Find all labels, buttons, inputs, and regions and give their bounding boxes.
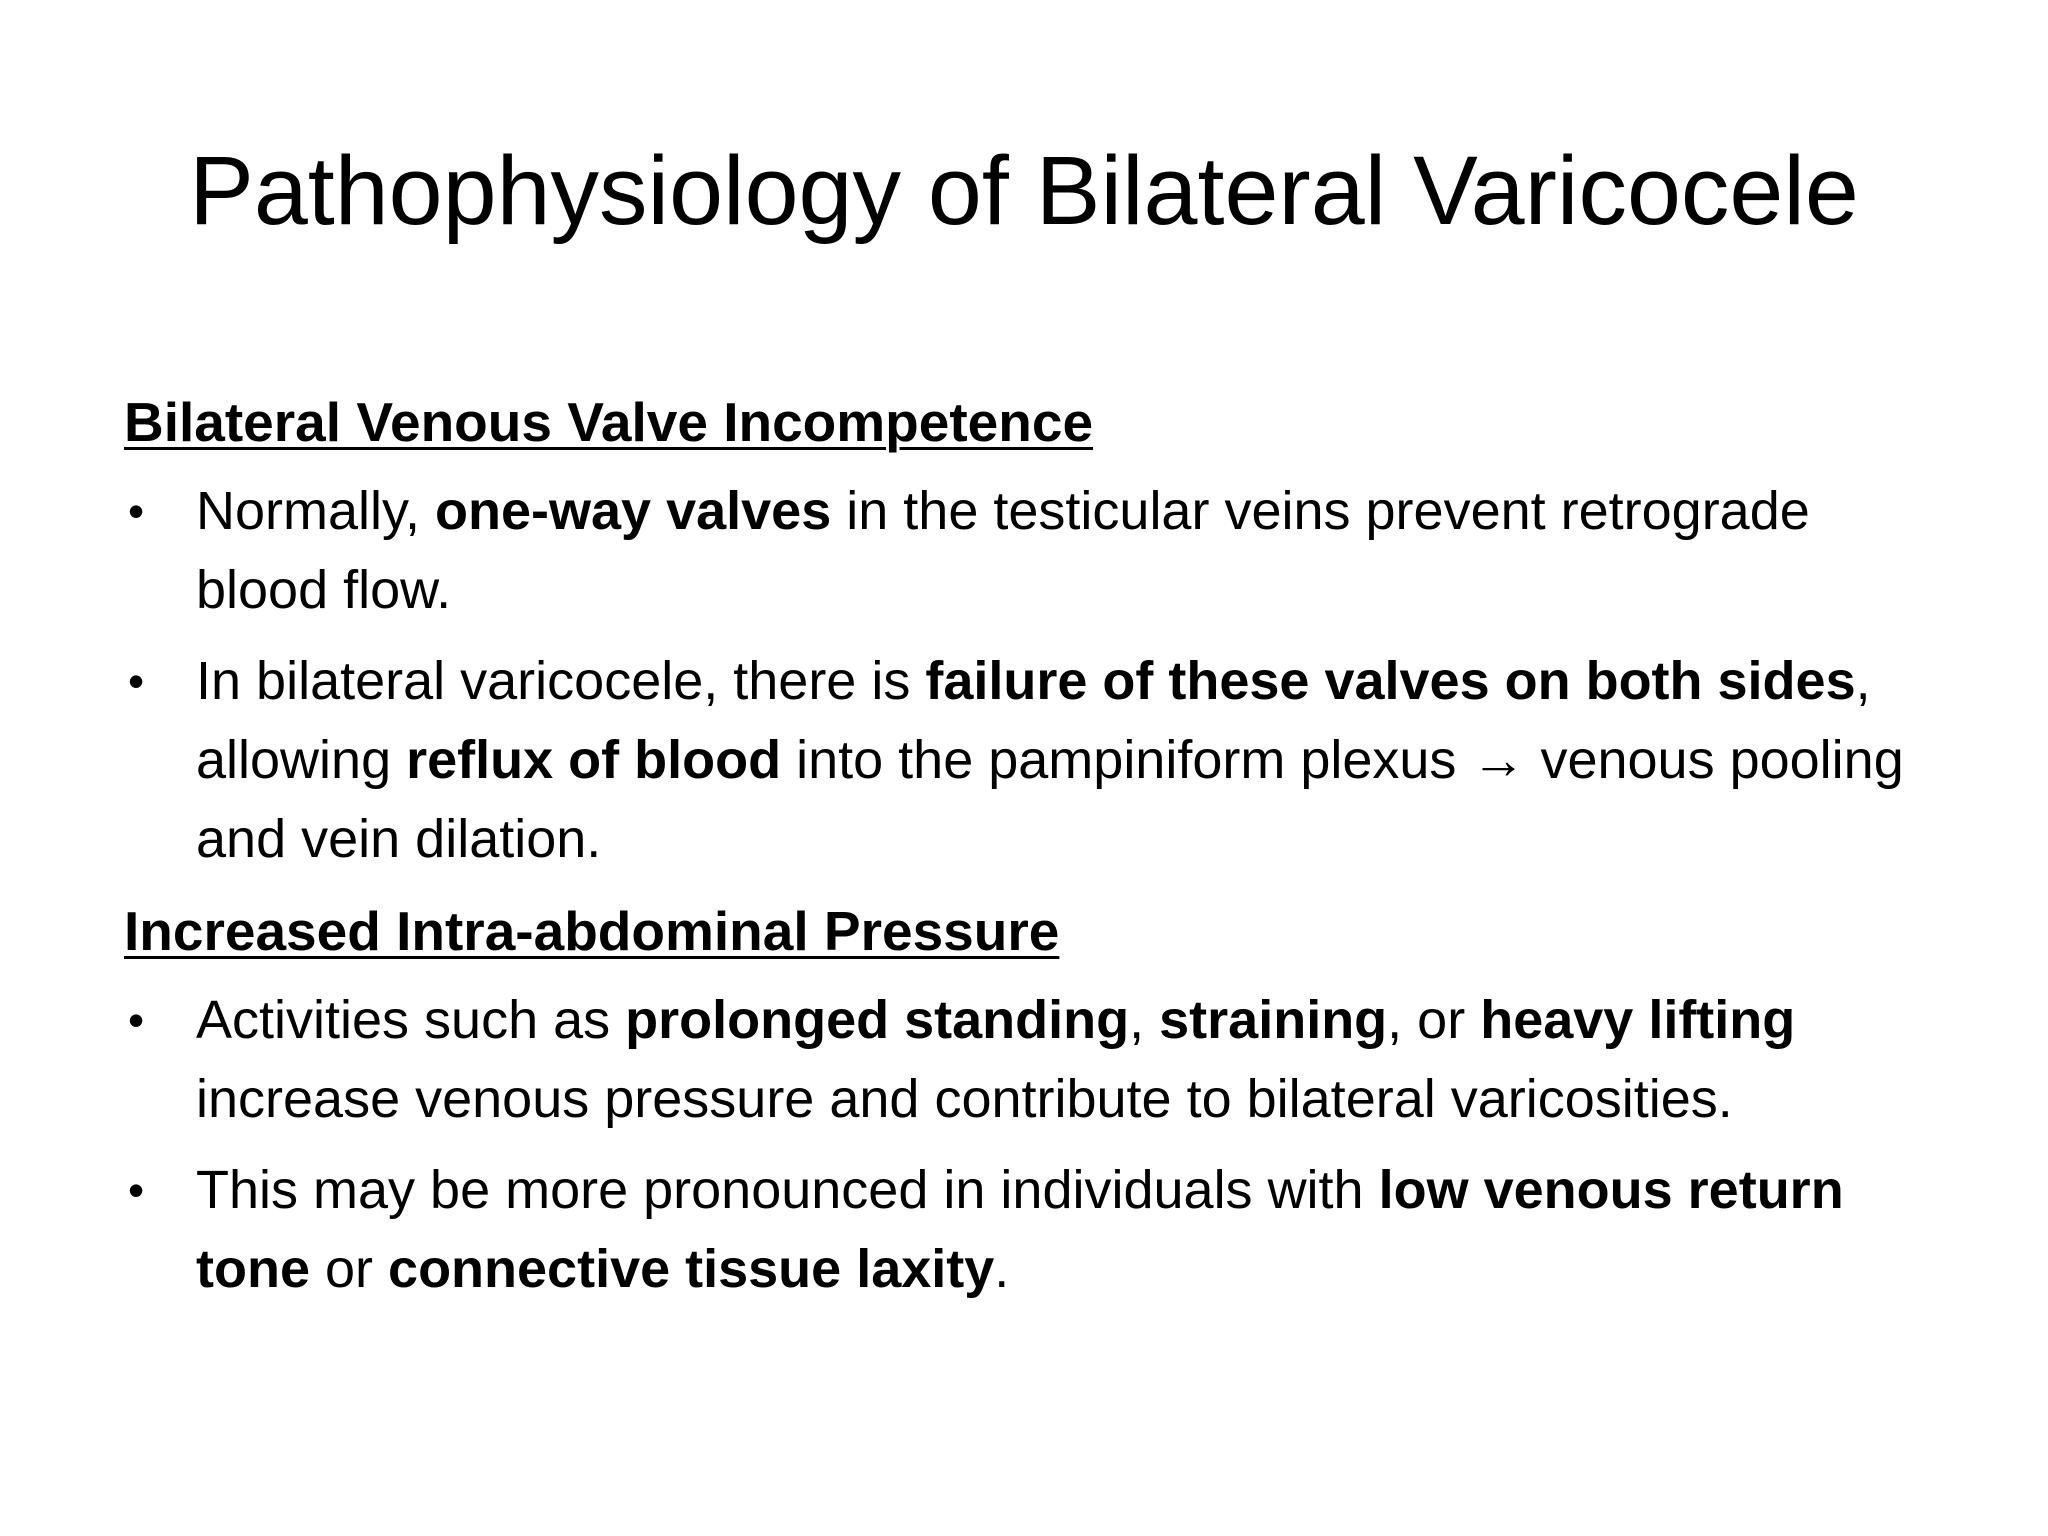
bullet-list bbox=[124, 981, 1944, 1309]
bullet-item bbox=[124, 642, 1944, 879]
slide-body bbox=[124, 382, 1944, 1321]
bullet-segment: or bbox=[310, 1239, 389, 1299]
bullet-segment: , allowing bbox=[196, 651, 1871, 790]
bullet-segment: in the testicular veins prevent retrograde blood flow. bbox=[196, 481, 1810, 620]
bullet-text bbox=[196, 651, 1904, 869]
bullet-segment: Activities such as bbox=[196, 990, 626, 1050]
section-heading: Increased Intra-abdominal Pressure bbox=[124, 900, 1060, 962]
bullet-segment: , or bbox=[1387, 990, 1481, 1050]
bullet-segment-bold: prolonged standing bbox=[625, 990, 1130, 1050]
bullet-dot-icon: • bbox=[128, 1164, 145, 1216]
bullet-segment: This may be more pronounced in individuals with bbox=[196, 1160, 1379, 1220]
bullet-segment-bold: straining bbox=[1159, 990, 1388, 1050]
bullet-list bbox=[124, 472, 1944, 879]
bullet-segment: . bbox=[994, 1239, 1010, 1299]
bullet-segment: Normally, bbox=[196, 481, 436, 541]
bullet-text bbox=[196, 990, 1795, 1129]
bullet-segment-bold: low venous return tone bbox=[196, 1160, 1844, 1299]
bullet-segment-bold: reflux of blood bbox=[406, 730, 782, 790]
bullet-text bbox=[196, 1160, 1844, 1299]
bullet-item bbox=[124, 472, 1944, 630]
section-valve-incompetence bbox=[124, 382, 1944, 879]
bullet-segment-bold: failure of these valves on both sides bbox=[925, 651, 1856, 711]
bullet-segment-bold: one-way valves bbox=[435, 481, 832, 541]
bullet-dot-icon: • bbox=[128, 655, 145, 707]
bullet-segment: into the pampiniform plexus → venous pooling and vein dilation. bbox=[196, 730, 1904, 869]
bullet-segment: , bbox=[1129, 990, 1160, 1050]
section-heading: Bilateral Venous Valve Incompetence bbox=[124, 391, 1094, 453]
bullet-text bbox=[196, 481, 1810, 620]
bullet-segment-bold: heavy lifting bbox=[1480, 990, 1796, 1050]
bullet-segment: In bilateral varicocele, there is bbox=[196, 651, 926, 711]
bullet-item bbox=[124, 1151, 1944, 1309]
section-intra-abdominal-pressure bbox=[124, 891, 1944, 1309]
bullet-dot-icon: • bbox=[128, 485, 145, 537]
slide-title: Pathophysiology of Bilateral Varicocele bbox=[189, 136, 1859, 245]
bullet-segment: increase venous pressure and contribute to bilateral varicosities. bbox=[196, 1069, 1733, 1129]
bullet-dot-icon: • bbox=[128, 994, 145, 1046]
bullet-segment-bold: connective tissue laxity bbox=[388, 1239, 995, 1299]
bullet-item bbox=[124, 981, 1944, 1139]
